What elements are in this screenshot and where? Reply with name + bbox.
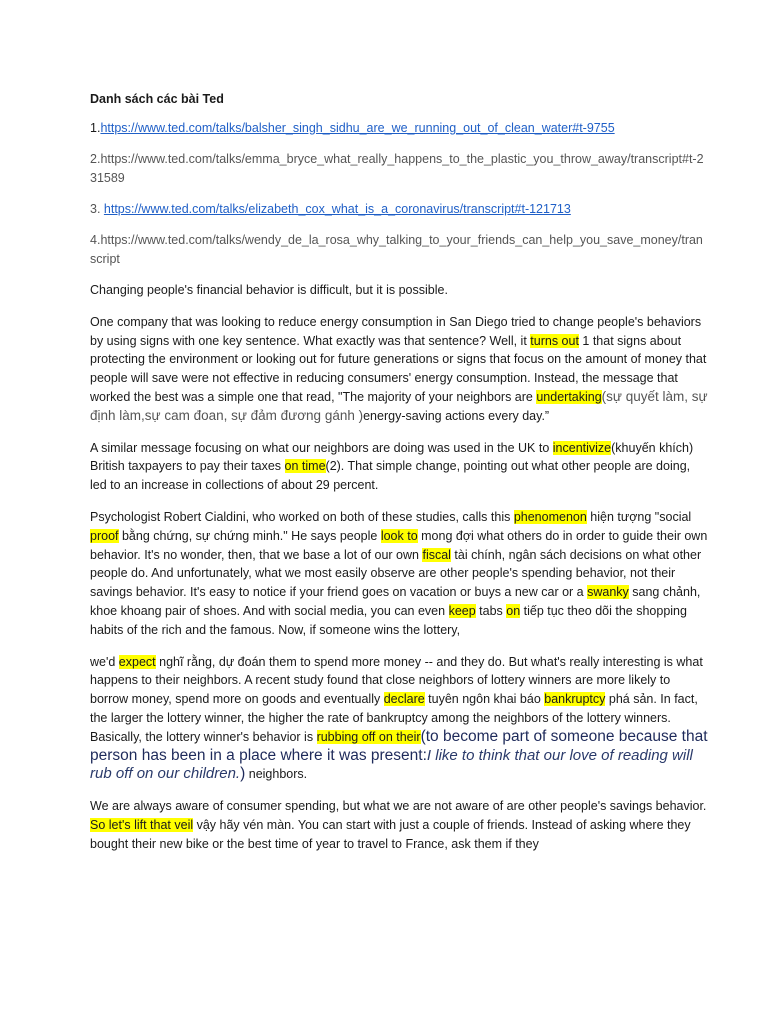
highlight-swanky: swanky bbox=[587, 585, 629, 600]
paragraph-savings: We are always aware of consumer spending, but what we are not aware of are other people's savings behavior. So let's lift that veil vậy hãy vén màn. You can start with just a couple of friends. Instead of asking where they bought their new bike or the best time of year to travel to France, ask them if they bbox=[90, 799, 707, 851]
highlight-proof: proof bbox=[90, 528, 119, 543]
highlight-undertaking: undertaking bbox=[536, 389, 602, 404]
highlight-incentivize: incentivize bbox=[552, 440, 612, 455]
highlight-expect: expect bbox=[118, 654, 156, 669]
link-number: 1. bbox=[90, 121, 101, 135]
ted-link-1[interactable]: https://www.ted.com/talks/balsher_singh_sidhu_are_we_running_out_of_clean_water#t-9755 bbox=[100, 121, 615, 135]
highlight-declare: declare bbox=[383, 692, 425, 707]
highlight-look-to: look to bbox=[380, 528, 418, 543]
link-number: 3. bbox=[90, 202, 104, 216]
highlight-on: on bbox=[506, 603, 521, 618]
paragraph-intro: Changing people's financial behavior is difficult, but it is possible. bbox=[90, 283, 448, 297]
example-sentence: I like to think that our love of reading will rub off on our children. bbox=[90, 746, 693, 783]
paragraph-lottery: we'd expect nghĩ rằng, dự đoán them to spend more money -- and they do. But what's really interesting is what happens to their neighbors. A recent study found that close neighbors of lottery winners are more likely to borrow money, spend more on goods and eventually declare tuyên ngôn khai báo bankruptcy phá sản. In fact, the larger the lottery winner, the higher the rate of bankruptcy among the neighbors of the lottery winners. Basically, the lottery winner's behavior is rubbing off on their(to become part of someone because that person has been in a place where it was present:I like to think that our love of reading will rub off on our children.) neighbors. bbox=[90, 654, 708, 783]
highlight-turns-out: turns out bbox=[530, 333, 579, 348]
link-item-1 bbox=[90, 119, 708, 138]
page-title: Danh sách các bài Ted bbox=[90, 92, 224, 106]
link-number: 4. bbox=[90, 233, 101, 247]
paragraph-san-diego: One company that was looking to reduce energy consumption in San Diego tried to change people's behaviors by using signs with one key sentence. What exactly was that sentence? Well, it turns out 1 that signs about protecting the environment or looking out for future generations or signs that focus on the amount of money that people will save were not effective in reducing consumers' energy consumption. Instead, the message that worked the best was a simple one that read, "The majority of your neighbors are undertaking(sự quyết làm, sự định làm,sự cam đoan, sự đảm đương gánh )energy-saving actions every day.” bbox=[90, 314, 708, 423]
highlight-lift-veil: So let's lift that veil bbox=[90, 817, 194, 832]
highlight-keep: keep bbox=[448, 603, 476, 618]
ted-link-3[interactable]: https://www.ted.com/talks/elizabeth_cox_what_is_a_coronavirus/transcript#t-121713 bbox=[103, 202, 571, 216]
link-item-2 bbox=[90, 150, 708, 188]
link-item-4 bbox=[90, 231, 708, 269]
highlight-on-time: on time bbox=[284, 459, 326, 474]
highlight-bankruptcy: bankruptcy bbox=[544, 692, 606, 707]
highlight-rubbing-off-on: rubbing off on their bbox=[316, 729, 421, 744]
highlight-phenomenon: phenomenon bbox=[513, 509, 587, 524]
ted-url-2: https://www.ted.com/talks/emma_bryce_what_really_happens_to_the_plastic_you_throw_away/transcript#t-231589 bbox=[90, 152, 704, 185]
paragraph-uk: A similar message focusing on what our neighbors are doing was used in the UK to incentivize(khuyến khích) British taxpayers to pay their taxes on time(2). That simple change, pointing out what other people are doing, led to an increase in collections of about 29 percent. bbox=[90, 440, 694, 493]
link-number: 2. bbox=[90, 152, 101, 166]
definition-rub-off: (to become part of someone because that person has been in a place where it was present: bbox=[90, 727, 708, 764]
paragraph-cialdini: Psychologist Robert Cialdini, who worked on both of these studies, calls this phenomenon hiện tượng "social proof bằng chứng, sự chứng minh." He says people look to mong đợi what others do in order to guide their own behavior. It's no wonder, then, that we base a lot of our own fiscal tài chính, ngân sách decisions on what other people do. And unfortunately, what we most easily observe are other people's spending behavior, not their savings behavior. It's easy to notice if your friend goes on vacation or buys a new car or a swanky sang chảnh, khoe khoang pair of shoes. And with social media, you can even keep tabs on tiếp tục theo dõi the shopping habits of the rich and the famous. Now, if someone wins the lottery, bbox=[90, 509, 708, 637]
gloss-undertaking: (sự quyết làm, sự định làm,sự cam đoan, sự đảm đương gánh ) bbox=[90, 388, 708, 423]
link-item-3 bbox=[90, 200, 708, 219]
highlight-fiscal: fiscal bbox=[422, 547, 451, 562]
ted-url-4: https://www.ted.com/talks/wendy_de_la_rosa_why_talking_to_your_friends_can_help_you_save_money/transcript bbox=[90, 233, 703, 266]
